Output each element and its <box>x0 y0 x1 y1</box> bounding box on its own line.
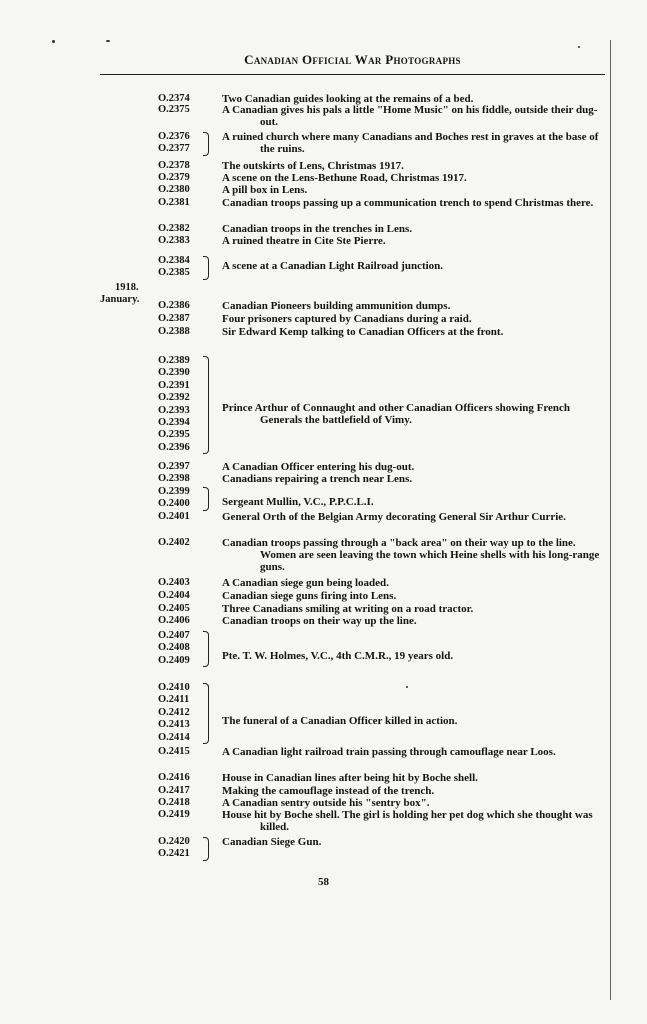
photo-number: O.2396 <box>158 441 190 453</box>
photo-number: O.2405 <box>158 603 190 614</box>
photo-number: O.2421 <box>158 848 190 860</box>
photo-number: O.2402 <box>158 537 190 548</box>
photo-number: O.2389 <box>158 355 190 366</box>
photo-description: A Canadian sentry outside his "sentry box". <box>222 797 430 809</box>
photo-description: A ruined church where many Canadians and Boches rest in graves at the base of the ruins. <box>222 131 599 155</box>
photo-number: O.2400 <box>158 498 190 510</box>
photo-description: The funeral of a Canadian Officer killed in action. <box>222 715 458 727</box>
photo-number: O.2386 <box>158 300 190 311</box>
scan-speck <box>406 686 408 688</box>
photo-description: A scene at a Canadian Light Railroad junction. <box>222 260 444 272</box>
photo-description: A Canadian Officer entering his dug-out. <box>222 461 415 473</box>
photo-number: O.2381 <box>158 197 190 208</box>
photo-description: Pte. T. W. Holmes, V.C., 4th C.M.R., 19 years old. <box>222 650 454 662</box>
photo-description: Canadian siege guns firing into Lens. <box>222 590 397 602</box>
photo-description: Four prisoners captured by Canadians during a raid. <box>222 313 472 325</box>
page-edge-line <box>610 40 611 1000</box>
photo-number: O.2377 <box>158 143 190 155</box>
photo-number: O.2408 <box>158 642 190 654</box>
photo-number: O.2384 <box>158 255 190 266</box>
photo-number: O.2392 <box>158 392 190 404</box>
photo-number: O.2411 <box>158 694 190 706</box>
photo-description: Prince Arthur of Connaught and other Canadian Officers showing French Generals the battlefield of Vimy. <box>222 402 571 426</box>
photo-number: O.2403 <box>158 577 190 588</box>
scan-speck <box>52 40 55 43</box>
photo-number: O.2410 <box>158 682 190 693</box>
photo-number: O.2391 <box>158 379 190 391</box>
photo-description: A Canadian gives his pals a little "Home Music" on his fiddle, outside their dug-out. <box>222 104 598 128</box>
year-label: 1918. <box>115 282 139 293</box>
grouping-bracket <box>203 256 209 280</box>
photo-description: Canadian troops on their way up the line. <box>222 615 417 627</box>
photo-number: O.2388 <box>158 326 190 337</box>
photo-description: Three Canadians smiling at writing on a road tractor. <box>222 603 474 615</box>
photo-description: Sir Edward Kemp talking to Canadian Officers at the front. <box>222 326 504 338</box>
photo-number: O.2420 <box>158 836 190 847</box>
photo-description: Two Canadian guides looking at the remains of a bed. <box>222 93 474 105</box>
photo-number: O.2385 <box>158 267 190 279</box>
photo-number: O.2406 <box>158 615 190 626</box>
photo-number: O.2415 <box>158 746 190 757</box>
photo-number: O.2394 <box>158 417 190 428</box>
photo-number: O.2417 <box>158 785 190 796</box>
photo-description: Canadian troops passing through a "back area" on their way up to the line. Women are seen leaving the town which Heine shells with his long-range guns. <box>222 537 600 573</box>
grouping-bracket <box>203 631 209 667</box>
photo-number: O.2393 <box>158 404 190 416</box>
photo-number: O.2397 <box>158 461 190 472</box>
photo-number: O.2409 <box>158 654 190 666</box>
month-label: January. <box>100 294 140 305</box>
photo-number: O.2416 <box>158 772 190 783</box>
page-number: 58 <box>318 876 329 888</box>
photo-number: O.2387 <box>158 313 190 324</box>
header-rule <box>100 74 605 75</box>
grouping-bracket <box>203 837 209 861</box>
grouping-bracket <box>203 132 209 156</box>
photo-description: A scene on the Lens-Bethune Road, Christmas 1917. <box>222 172 467 184</box>
photo-number: O.2399 <box>158 486 190 497</box>
grouping-bracket <box>203 487 209 511</box>
photo-description: The outskirts of Lens, Christmas 1917. <box>222 160 404 172</box>
photo-number: O.2383 <box>158 235 190 246</box>
photo-description: A ruined theatre in Cite Ste Pierre. <box>222 235 386 247</box>
photo-description: House in Canadian lines after being hit by Boche shell. <box>222 772 478 784</box>
photo-number: O.2390 <box>158 367 190 379</box>
photo-number: O.2407 <box>158 630 190 641</box>
photo-number: O.2395 <box>158 429 190 441</box>
photo-description: Sergeant Mullin, V.C., P.P.C.L.I. <box>222 496 374 508</box>
photo-number: O.2379 <box>158 172 190 183</box>
photo-description: Canadian Siege Gun. <box>222 836 322 848</box>
photo-description: Canadian troops passing up a communication trench to spend Christmas there. <box>222 197 594 209</box>
photo-description: A pill box in Lens. <box>222 184 308 196</box>
photo-number: O.2414 <box>158 731 190 743</box>
photo-description: Canadian Pioneers building ammunition dumps. <box>222 300 451 312</box>
photo-number: O.2412 <box>158 706 190 718</box>
photo-number: O.2378 <box>158 160 190 171</box>
photo-number: O.2413 <box>158 719 190 731</box>
photo-number: O.2419 <box>158 809 190 820</box>
photo-number: O.2380 <box>158 184 190 195</box>
photo-description: General Orth of the Belgian Army decorating General Sir Arthur Currie. <box>222 511 566 523</box>
photo-number: O.2398 <box>158 473 190 484</box>
grouping-bracket <box>203 356 209 454</box>
photo-number: O.2382 <box>158 223 190 234</box>
scan-speck <box>578 46 580 48</box>
photo-description: House hit by Boche shell. The girl is holding her pet dog which she thought was killed. <box>222 809 593 833</box>
photo-number: O.2418 <box>158 797 190 808</box>
page-header: Canadian Official War Photographs <box>244 52 461 67</box>
photo-number: O.2375 <box>158 104 190 115</box>
photo-description: Canadians repairing a trench near Lens. <box>222 473 413 485</box>
photo-number: O.2404 <box>158 590 190 601</box>
photo-number: O.2374 <box>158 93 190 104</box>
grouping-bracket <box>203 683 209 744</box>
photo-description: Making the camouflage instead of the trench. <box>222 785 435 797</box>
photo-number: O.2401 <box>158 511 190 522</box>
scan-speck <box>106 40 110 42</box>
photo-description: Canadian troops in the trenches in Lens. <box>222 223 412 235</box>
photo-description: A Canadian siege gun being loaded. <box>222 577 389 589</box>
photo-description: A Canadian light railroad train passing through camouflage near Loos. <box>222 746 556 758</box>
photo-number: O.2376 <box>158 131 190 142</box>
